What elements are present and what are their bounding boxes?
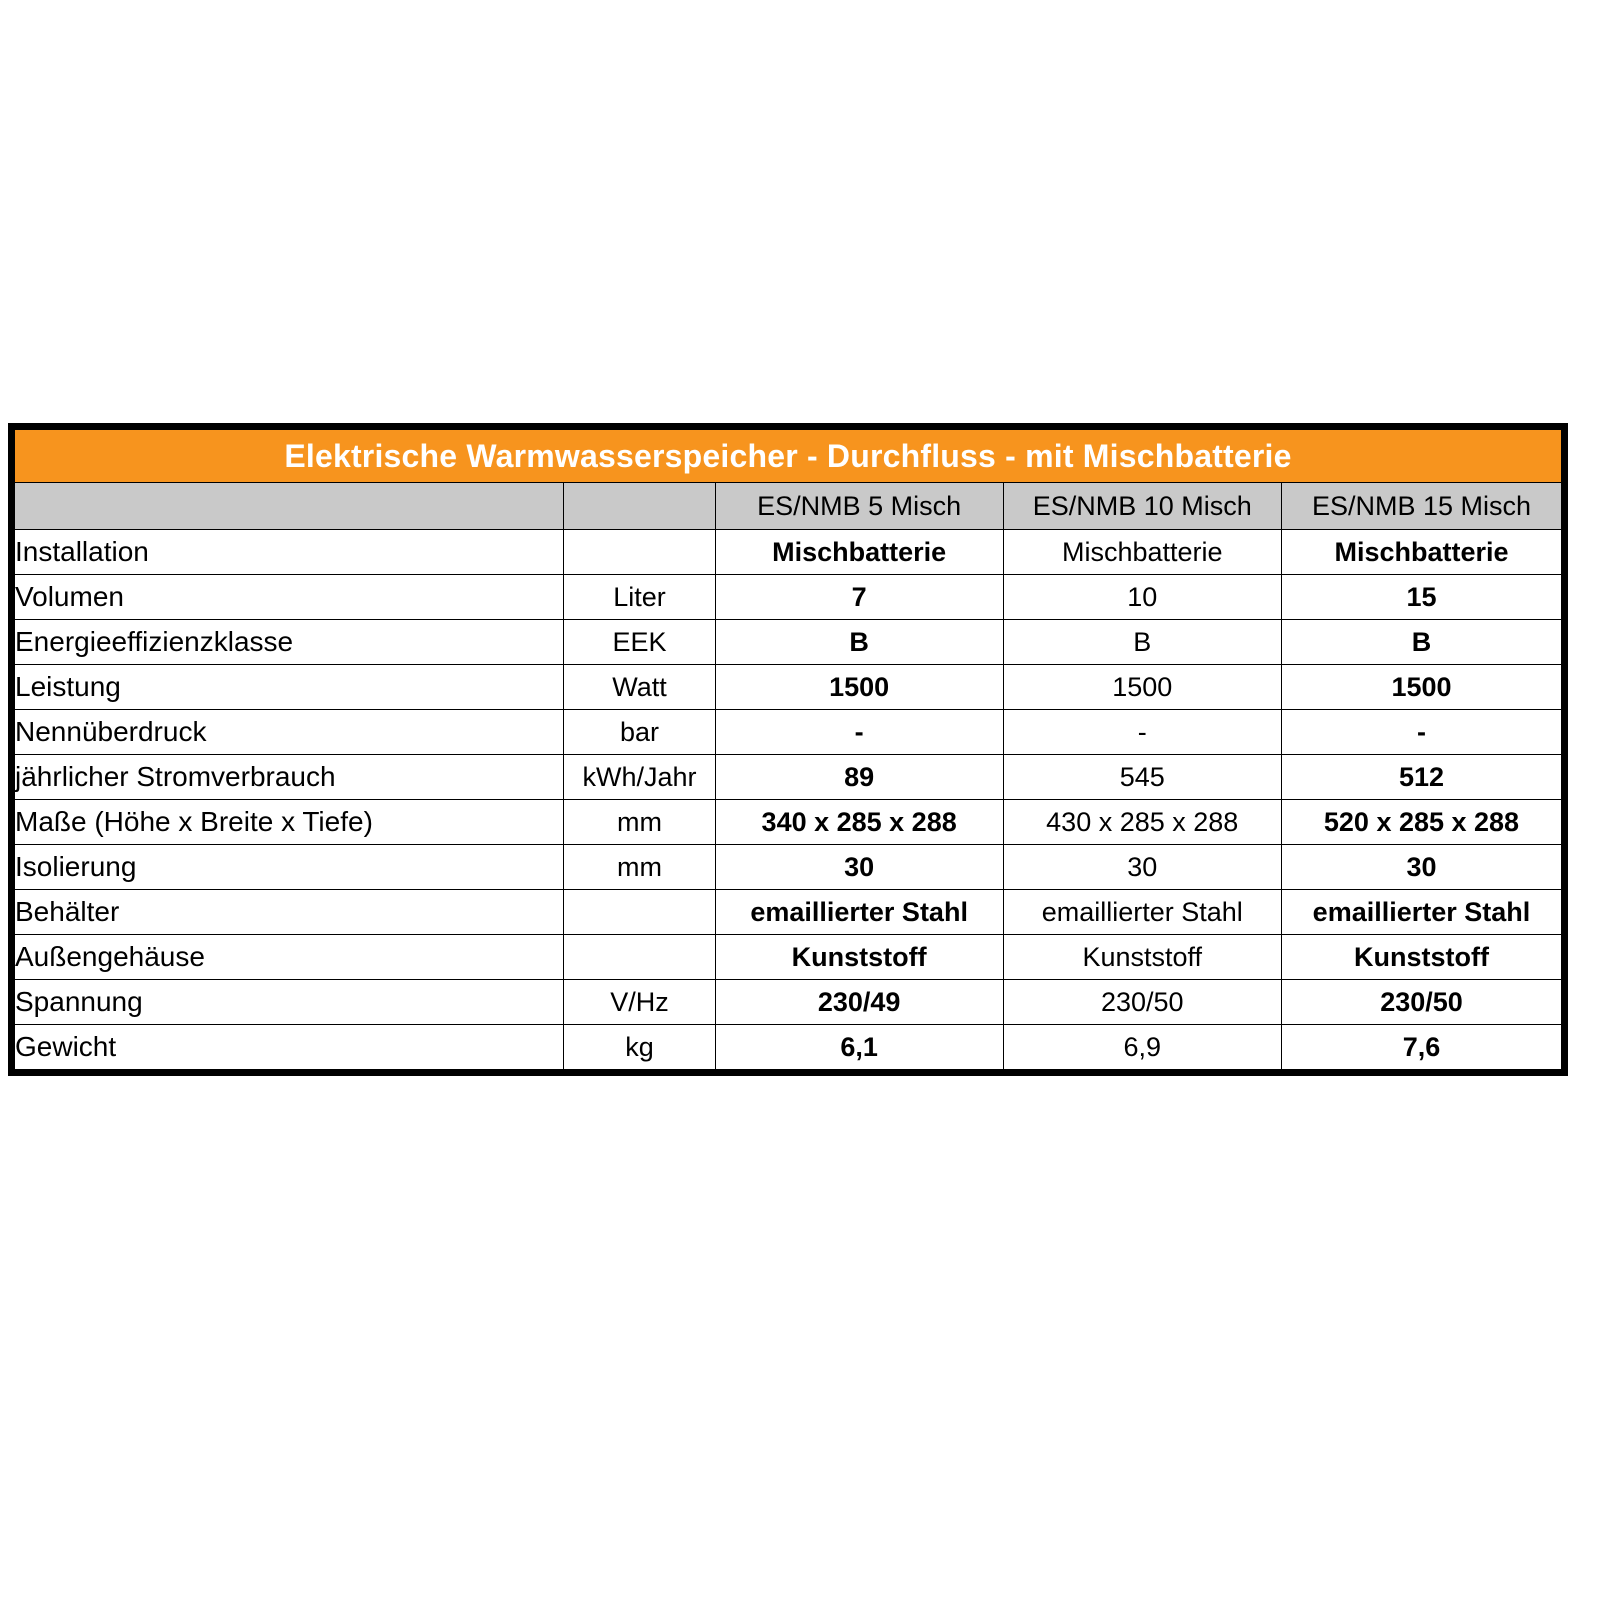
row-unit	[564, 935, 716, 980]
row-value-3: Mischbatterie	[1281, 530, 1561, 575]
row-unit	[564, 890, 716, 935]
row-unit: Liter	[564, 575, 716, 620]
row-value-2: 6,9	[1003, 1025, 1281, 1070]
row-label: Außengehäuse	[15, 935, 564, 980]
column-header-model-3: ES/NMB 15 Misch	[1281, 483, 1561, 530]
column-header-model-2: ES/NMB 10 Misch	[1003, 483, 1281, 530]
table-row	[15, 800, 1562, 845]
row-unit	[564, 530, 716, 575]
row-value-1: -	[715, 710, 1003, 755]
row-label: jährlicher Stromverbrauch	[15, 755, 564, 800]
row-value-2: 30	[1003, 845, 1281, 890]
row-value-3: 1500	[1281, 665, 1561, 710]
row-value-3: 520 x 285 x 288	[1281, 800, 1561, 845]
row-value-2: Mischbatterie	[1003, 530, 1281, 575]
table-row	[15, 665, 1562, 710]
row-value-2: 10	[1003, 575, 1281, 620]
row-value-2: 430 x 285 x 288	[1003, 800, 1281, 845]
table-row	[15, 845, 1562, 890]
row-unit: Watt	[564, 665, 716, 710]
row-value-1: 230/49	[715, 980, 1003, 1025]
row-unit: V/Hz	[564, 980, 716, 1025]
row-unit: mm	[564, 845, 716, 890]
row-unit: bar	[564, 710, 716, 755]
row-value-1: 1500	[715, 665, 1003, 710]
row-unit: kg	[564, 1025, 716, 1070]
row-label: Nennüberdruck	[15, 710, 564, 755]
row-value-2: B	[1003, 620, 1281, 665]
row-value-3: emaillierter Stahl	[1281, 890, 1561, 935]
row-value-2: -	[1003, 710, 1281, 755]
row-value-3: Kunststoff	[1281, 935, 1561, 980]
row-label: Volumen	[15, 575, 564, 620]
row-value-3: 30	[1281, 845, 1561, 890]
row-value-1: B	[715, 620, 1003, 665]
row-value-3: 512	[1281, 755, 1561, 800]
row-label: Gewicht	[15, 1025, 564, 1070]
row-value-2: emaillierter Stahl	[1003, 890, 1281, 935]
row-unit: mm	[564, 800, 716, 845]
row-value-1: 340 x 285 x 288	[715, 800, 1003, 845]
table-row	[15, 710, 1562, 755]
row-value-3: 7,6	[1281, 1025, 1561, 1070]
spec-sheet	[8, 423, 1568, 1076]
table-row	[15, 980, 1562, 1025]
row-unit: EEK	[564, 620, 716, 665]
row-label: Energieeffizienzklasse	[15, 620, 564, 665]
column-header-model-1: ES/NMB 5 Misch	[715, 483, 1003, 530]
row-label: Installation	[15, 530, 564, 575]
table-row	[15, 890, 1562, 935]
row-unit: kWh/Jahr	[564, 755, 716, 800]
table-row	[15, 935, 1562, 980]
row-label: Leistung	[15, 665, 564, 710]
table-row	[15, 620, 1562, 665]
row-value-3: -	[1281, 710, 1561, 755]
table-row	[15, 530, 1562, 575]
specification-table	[14, 429, 1562, 1070]
row-label: Behälter	[15, 890, 564, 935]
row-value-1: Kunststoff	[715, 935, 1003, 980]
row-value-2: 230/50	[1003, 980, 1281, 1025]
row-label: Isolierung	[15, 845, 564, 890]
row-label: Maße (Höhe x Breite x Tiefe)	[15, 800, 564, 845]
table-row	[15, 1025, 1562, 1070]
row-value-3: 230/50	[1281, 980, 1561, 1025]
row-value-2: 1500	[1003, 665, 1281, 710]
table-title-row	[15, 430, 1562, 483]
row-value-1: 7	[715, 575, 1003, 620]
row-value-2: 545	[1003, 755, 1281, 800]
row-value-1: 30	[715, 845, 1003, 890]
row-value-1: 6,1	[715, 1025, 1003, 1070]
page-title: Elektrische Warmwasserspeicher - Durchfluss - mit Mischbatterie	[15, 430, 1562, 483]
row-value-1: emaillierter Stahl	[715, 890, 1003, 935]
row-value-1: 89	[715, 755, 1003, 800]
row-label: Spannung	[15, 980, 564, 1025]
row-value-3: 15	[1281, 575, 1561, 620]
table-row	[15, 575, 1562, 620]
header-unit-blank	[564, 483, 716, 530]
row-value-1: Mischbatterie	[715, 530, 1003, 575]
table-row	[15, 755, 1562, 800]
header-label-blank	[15, 483, 564, 530]
table-header-row	[15, 483, 1562, 530]
row-value-3: B	[1281, 620, 1561, 665]
row-value-2: Kunststoff	[1003, 935, 1281, 980]
